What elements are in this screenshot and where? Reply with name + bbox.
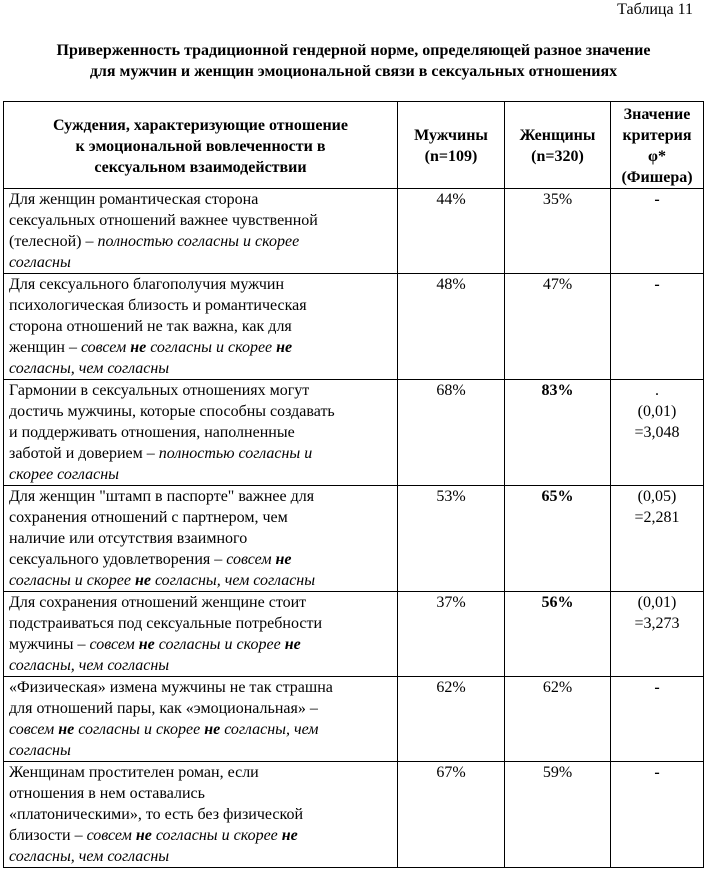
women-value: 65% — [505, 486, 611, 592]
table-caption: Таблица 11 — [617, 1, 693, 18]
phi-line: =3,048 — [634, 424, 680, 441]
statement-line: сексуальных отношений важнее чувственной — [9, 212, 318, 229]
answer-text: полностью согласны и скорее — [97, 233, 300, 250]
answer-text: согласны и скорее — [146, 339, 277, 356]
men-value: 37% — [398, 592, 505, 677]
header-women — [505, 102, 611, 189]
answer-text: полностью согласны и — [158, 445, 313, 462]
phi-value: - — [611, 274, 704, 380]
header-line: к эмоциональной вовлеченности в — [75, 137, 326, 155]
statement-line: достичь мужчины, которые способны создавать — [9, 403, 335, 420]
title-line: Приверженность традиционной гендерной норме, определяющей разное значение — [56, 42, 651, 59]
statement-line: Для сексуального благополучия мужчин — [9, 276, 284, 293]
header-line: критерия — [622, 127, 692, 144]
statement-line: наличие или отсутствия взаимного — [9, 530, 248, 547]
statement-line: отношения в нем оставались — [9, 785, 205, 802]
statement-line: и поддерживать отношения, наполненные — [9, 424, 295, 441]
statement-cell — [4, 486, 398, 592]
table-row — [4, 274, 704, 380]
statement-text: сексуального удовлетворения – — [9, 551, 227, 568]
answer-text: согласны и скорее — [9, 572, 135, 589]
women-value: 59% — [505, 762, 611, 868]
answer-text: совсем — [226, 551, 276, 568]
women-value: 56% — [505, 592, 611, 677]
header-line: (n=109) — [424, 148, 478, 165]
statement-cell — [4, 677, 398, 762]
statement-cell — [4, 274, 398, 380]
statement-line: подстраиваться под сексуальные потребности — [9, 615, 323, 632]
phi-line: =3,273 — [634, 615, 680, 632]
statement-line: Гармонии в сексуальных отношениях могут — [9, 382, 310, 399]
statement-line: для отношений пары, как «эмоциональная» – — [9, 700, 318, 717]
women-value: 35% — [505, 189, 611, 274]
phi-value — [611, 486, 704, 592]
answer-text: согласны и скорее — [154, 636, 285, 653]
statement-cell — [4, 762, 398, 868]
answer-text: совсем — [80, 339, 131, 356]
answer-negation: не — [275, 551, 292, 568]
answer-negation: не — [204, 721, 221, 738]
men-value: 62% — [398, 677, 505, 762]
phi-line: =2,281 — [634, 509, 680, 526]
answer-text: согласны и скорее — [74, 721, 205, 738]
statement-line: Для сохранения отношений женщине стоит — [9, 594, 307, 611]
table-row — [4, 189, 704, 274]
statement-cell — [4, 592, 398, 677]
statement-text: мужчины – — [9, 636, 90, 653]
answer-text: согласны, чем согласны — [150, 572, 316, 589]
title-line: для мужчин и женщин эмоциональной связи в сексуальных отношениях — [89, 63, 618, 80]
statement-line: Для женщин "штамп в паспорте" важнее для — [9, 488, 315, 505]
statement-cell — [4, 380, 398, 486]
table-row — [4, 486, 704, 592]
statement-line: «платоническими», то есть без физической — [9, 806, 304, 823]
statement-line: Женщинам простителен роман, если — [9, 764, 259, 781]
data-table — [3, 101, 704, 868]
header-line: Значение — [623, 106, 691, 123]
statement-line — [9, 825, 393, 846]
table-title — [0, 40, 707, 82]
table-row — [4, 762, 704, 868]
answer-text: согласны — [9, 742, 71, 759]
men-value: 67% — [398, 762, 505, 868]
statement-text: (телесной) – — [9, 233, 98, 250]
answer-negation: не — [134, 572, 151, 589]
phi-line: (0,01) — [637, 594, 677, 611]
phi-value: - — [611, 677, 704, 762]
table-row — [4, 380, 704, 486]
header-statement — [4, 102, 398, 189]
statement-line: психологическая близость и романтическая — [9, 297, 307, 314]
header-line: φ* — [648, 148, 666, 165]
statement-line: сохранения отношений с партнером, чем — [9, 509, 288, 526]
statement-line — [9, 719, 393, 740]
table-row — [4, 677, 704, 762]
women-value: 47% — [505, 274, 611, 380]
answer-text: согласны, чем — [220, 721, 319, 738]
header-line: (n=320) — [531, 148, 584, 165]
answer-text: совсем — [86, 827, 136, 844]
answer-text: согласны, чем согласны — [9, 848, 170, 865]
statement-text: женщин – — [9, 339, 81, 356]
phi-value: - — [611, 189, 704, 274]
statement-line: Для женщин романтическая сторона — [9, 191, 259, 208]
phi-line: (0,05) — [637, 488, 677, 505]
header-line: Мужчины — [414, 127, 488, 144]
statement-line: «Физическая» измена мужчины не так страшна — [9, 679, 333, 696]
statement-line — [9, 443, 393, 464]
answer-text: согласны, чем согласны — [9, 657, 170, 674]
phi-value: - — [611, 762, 704, 868]
phi-line: (0,01) — [637, 403, 677, 420]
answer-negation: не — [58, 721, 75, 738]
answer-negation: не — [281, 827, 298, 844]
header-line: Женщины — [519, 127, 596, 144]
answer-text: согласны, чем согласны — [9, 360, 170, 377]
answer-negation: не — [284, 636, 301, 653]
header-phi — [611, 102, 704, 189]
answer-text: совсем — [9, 721, 59, 738]
statement-text: близости – — [9, 827, 87, 844]
answer-text: согласны и скорее — [151, 827, 282, 844]
answer-text: совсем — [89, 636, 139, 653]
men-value: 53% — [398, 486, 505, 592]
statement-line — [9, 337, 393, 358]
header-row — [4, 102, 704, 189]
header-line: сексуальном взаимодействии — [94, 158, 307, 176]
women-value: 62% — [505, 677, 611, 762]
statement-line — [9, 549, 393, 570]
answer-negation: не — [276, 339, 293, 356]
statement-line: сторона отношений не так важна, как для — [9, 318, 292, 335]
header-men — [398, 102, 505, 189]
header-line: (Фишера) — [621, 169, 693, 186]
statement-line — [9, 634, 393, 655]
header-line: Суждения, характеризующие отношение — [53, 116, 348, 134]
answer-text: согласны — [9, 254, 71, 271]
statement-cell — [4, 189, 398, 274]
men-value: 68% — [398, 380, 505, 486]
phi-line: . — [655, 382, 659, 399]
women-value: 83% — [505, 380, 611, 486]
table-row — [4, 592, 704, 677]
men-value: 44% — [398, 189, 505, 274]
men-value: 48% — [398, 274, 505, 380]
answer-negation: не — [138, 636, 155, 653]
phi-value — [611, 592, 704, 677]
statement-text: заботой и доверием – — [9, 445, 159, 462]
answer-text: скорее согласны — [9, 466, 119, 483]
statement-line — [9, 231, 393, 252]
statement-line — [9, 570, 393, 591]
phi-value — [611, 380, 704, 486]
answer-negation: не — [130, 339, 147, 356]
answer-negation: не — [135, 827, 152, 844]
